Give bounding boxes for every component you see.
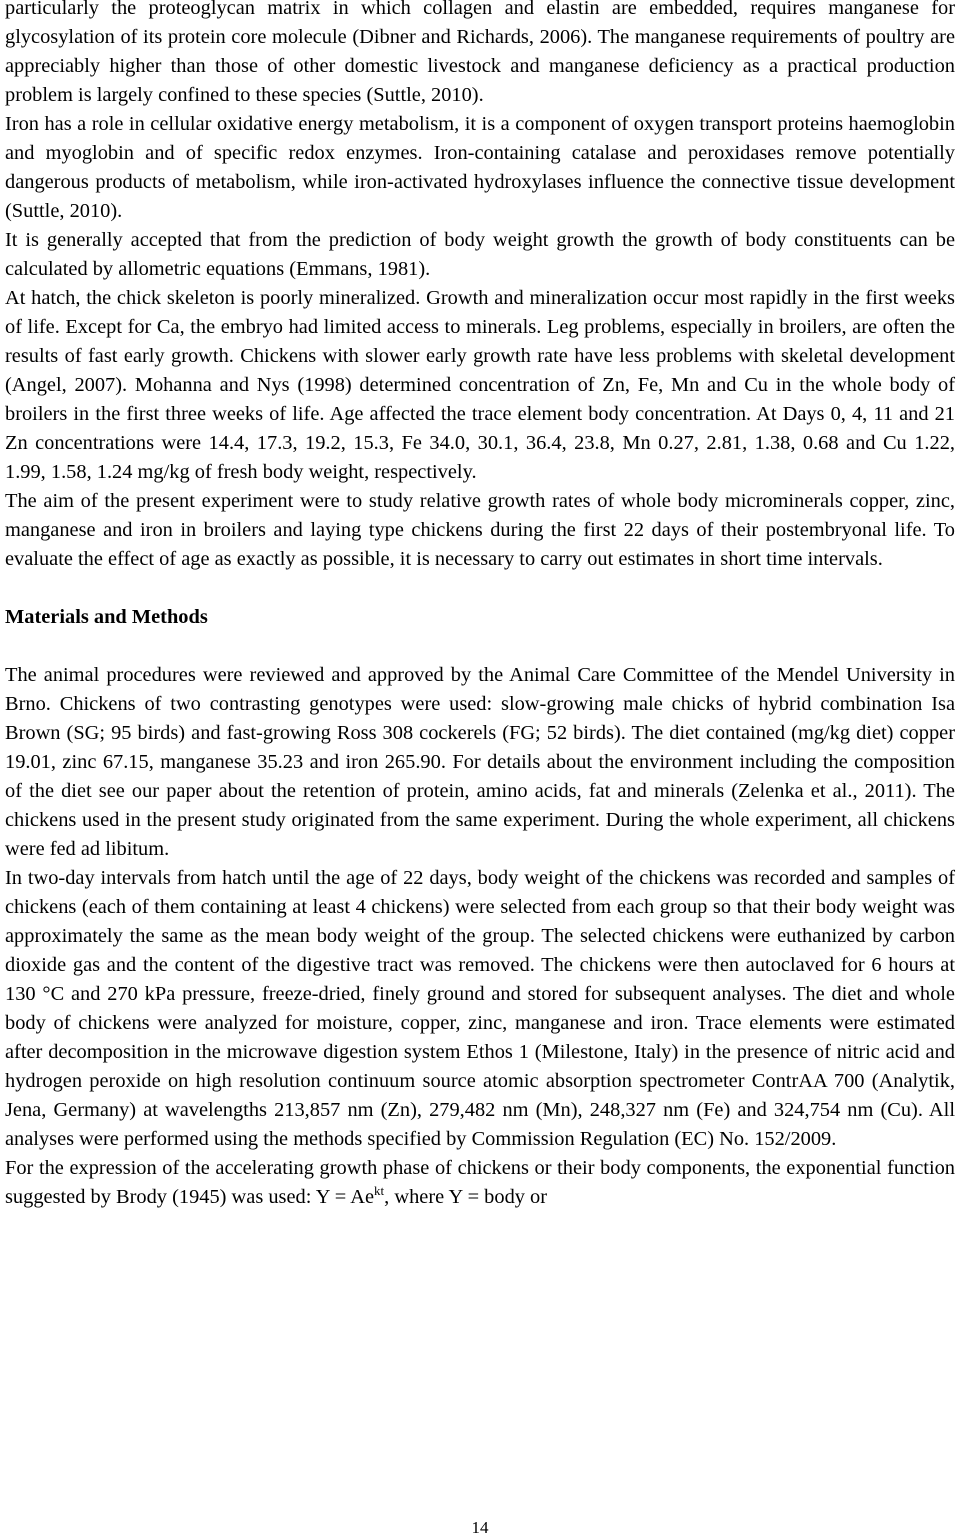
section-heading: Materials and Methods: [5, 606, 208, 628]
page-number: 14: [471, 1518, 489, 1537]
paragraph-text: , where Y = body or: [384, 1186, 548, 1208]
superscript-exponent: kt: [374, 1183, 385, 1199]
paragraph-text: For the expression of the accelerating growth phase of chickens or their body components, the exponential function suggested by Brody (1945) was used: Y = Ae: [5, 1157, 955, 1208]
paragraph-skeleton: At hatch, the chick skeleton is poorly mineralized. Growth and mineralization occur most rapidly in the first weeks of life. Except for Ca, the embryo had limited access to minerals. Leg problems, especially in broilers, are often the results of fast early growth. Chickens with slower early growth rate have less problems with skeletal development (Angel, 2007). Mohanna and Nys (1998) determined concentration of Zn, Fe, Mn and Cu in the whole body of broilers in the first three weeks of life. Age affected the trace element body concentration. At Days 0, 4, 11 and 21 Zn concentrations were 14.4, 17.3, 19.2, 15.3, Fe 34.0, 30.1, 36.4, 23.8, Mn 0.27, 2.81, 1.38, 0.68 and Cu 1.22, 1.99, 1.58, 1.24 mg/kg of fresh body weight, respectively.: [5, 287, 955, 483]
paragraph-sampling: In two-day intervals from hatch until the age of 22 days, body weight of the chickens was recorded and samples of chickens (each of them containing at least 4 chickens) were selected from each group so that their body weight was approximately the same as the mean body weight of the group. The selected chickens were euthanized by carbon dioxide gas and the content of the digestive tract was removed. The chickens were then autoclaved for 6 hours at 130 °C and 270 kPa pressure, freeze-dried, finely ground and stored for subsequent analyses. The diet and whole body of chickens were analyzed for moisture, copper, zinc, manganese and iron. Trace elements were estimated after decomposition in the microwave digestion system Ethos 1 (Milestone, Italy) in the presence of nitric acid and hydrogen peroxide on high resolution continuum source atomic absorption spectrometer ContrAA 700 (Analytik, Jena, Germany) at wavelengths 213,857 nm (Zn), 279,482 nm (Mn), 248,327 nm (Fe) and 324,754 nm (Cu). All analyses were performed using the methods specified by Commission Regulation (EC) No. 152/2009.: [5, 867, 955, 1150]
paragraph-animal-procedures: The animal procedures were reviewed and approved by the Animal Care Committee of the Mendel University in Brno. Chickens of two contrasting genotypes were used: slow-growing male chicks of hybrid combination Isa Brown (SG; 95 birds) and fast-growing Ross 308 cockerels (FG; 52 birds). The diet contained (mg/kg diet) copper 19.01, zinc 67.15, manganese 35.23 and iron 265.90. For details about the environment including the composition of the diet see our paper about the retention of protein, amino acids, fat and minerals (Zelenka et al., 2011). The chickens used in the present study originated from the same experiment. During the whole experiment, all chickens were fed ad libitum.: [5, 664, 955, 860]
document-page: [5, 0, 955, 1212]
paragraph-brody-function: [5, 1154, 955, 1212]
paragraph-aim: The aim of the present experiment were to study relative growth rates of whole body microminerals copper, zinc, manganese and iron in broilers and laying type chickens during the first 22 days of their postembryonal life. To evaluate the effect of age as exactly as possible, it is necessary to carry out estimates in short time intervals.: [5, 490, 955, 570]
paragraph-iron: Iron has a role in cellular oxidative energy metabolism, it is a component of oxygen transport proteins haemoglobin and myoglobin and of specific redox enzymes. Iron-containing catalase and peroxidases remove potentially dangerous products of metabolism, while iron-activated hydroxylases influence the connective tissue development (Suttle, 2010).: [5, 113, 955, 222]
spacer: [5, 632, 955, 661]
paragraph-allometric: It is generally accepted that from the prediction of body weight growth the growth of body constituents can be calculated by allometric equations (Emmans, 1981).: [5, 229, 955, 280]
paragraph-manganese: particularly the proteoglycan matrix in which collagen and elastin are embedded, requires manganese for glycosylation of its protein core molecule (Dibner and Richards, 2006). The manganese requirements of poultry are appreciably higher than those of other domestic livestock and manganese deficiency as a practical production problem is largely confined to these species (Suttle, 2010).: [5, 0, 955, 106]
spacer: [5, 574, 955, 603]
